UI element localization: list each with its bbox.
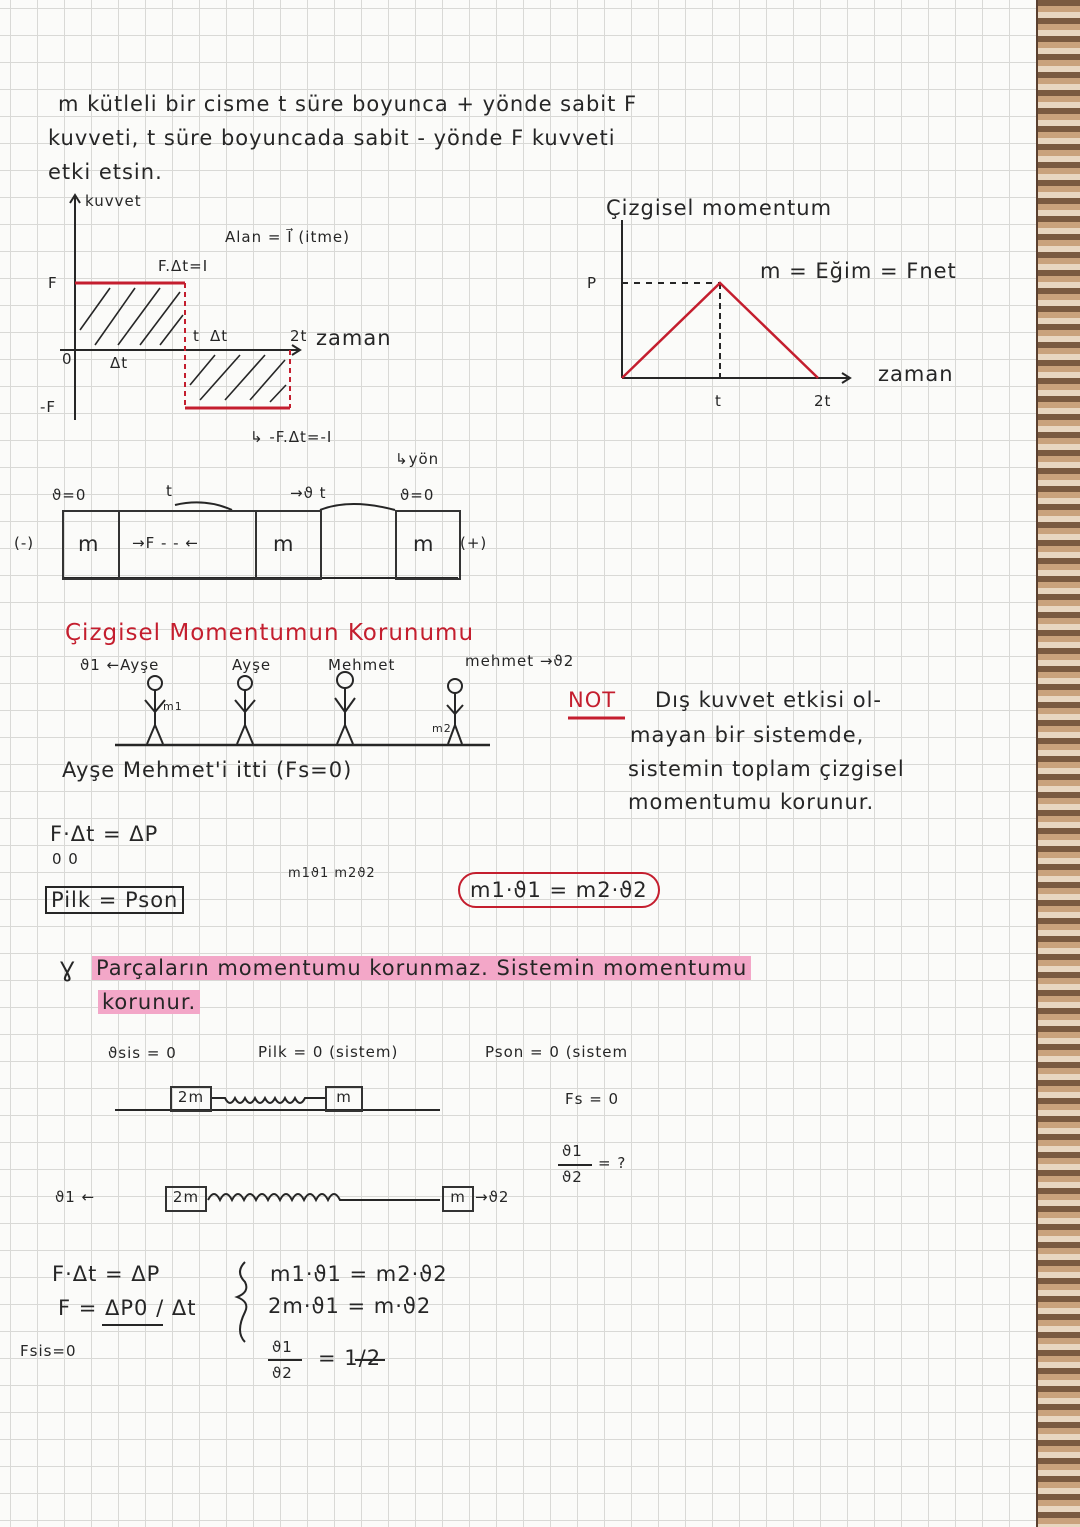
momentum-graph <box>622 220 850 383</box>
hatching <box>80 288 286 402</box>
note-line-4: momentumu korunur. <box>628 790 875 814</box>
solution-left-2: F = ΔP0 / Δt <box>58 1296 197 1320</box>
intro-line-1: m kütleli bir cisme t süre boyunca + yönde sabit F <box>58 92 638 116</box>
label-mehmet-v2: mehmet →ϑ2 <box>465 652 575 670</box>
ratio-denominator: ϑ2 <box>562 1168 583 1186</box>
force-x-label: zaman <box>316 326 392 350</box>
negative-direction: (-) <box>14 534 35 552</box>
external-force-zero: Fs = 0 <box>565 1090 620 1108</box>
force-segment <box>118 510 257 580</box>
solution-ratio-num: ϑ1 <box>272 1338 293 1356</box>
spring <box>210 1098 325 1103</box>
solution-right-2: 2m·ϑ1 = m·ϑ2 <box>268 1294 432 1318</box>
block-1 <box>62 510 120 580</box>
label-m2: m2 <box>432 722 452 735</box>
note-line-3: sistemin toplam çizgisel <box>628 757 905 781</box>
stick-figure-ayse <box>235 676 255 744</box>
ratio-question: = ? <box>598 1154 627 1172</box>
block-3 <box>395 510 461 580</box>
stick-figure-mehmet <box>335 672 355 744</box>
released-small-block: m <box>442 1186 474 1212</box>
solution-ratio-result: = 1/2 <box>318 1346 382 1370</box>
force-label: →F - - ← <box>132 534 199 552</box>
note-line-2: mayan bir sistemde, <box>630 723 865 747</box>
marker-icon: Ɣ <box>60 958 76 982</box>
released-big-block: 2m <box>165 1186 207 1212</box>
tick-0: 0 <box>62 350 73 368</box>
label-ayse: Ayşe <box>232 656 272 674</box>
direction-note: ↳yön <box>395 450 440 468</box>
release-right: →ϑ2 <box>475 1188 510 1206</box>
stick-figure-ayse-moving <box>145 676 165 744</box>
initial-momentum: Pilk = 0 (sistem) <box>258 1043 399 1061</box>
momentum-vectors: m1ϑ1 m2ϑ2 <box>288 866 376 881</box>
highlight-line-2: korunur. <box>98 990 200 1014</box>
v0-right: ϑ=0 <box>400 486 435 504</box>
v-mid: →ϑ t <box>290 484 327 502</box>
area-note: Alan = I⃗ (itme) <box>225 228 351 246</box>
conservation-equation-cloud: m1·ϑ1 = m2·ϑ2 <box>458 872 660 908</box>
momentum-tick-2t: 2t <box>814 392 832 410</box>
v0-left: ϑ=0 <box>52 486 87 504</box>
small-mass-block: m <box>325 1086 363 1112</box>
mass-label: m <box>273 532 295 556</box>
momentum-equality-box: Pilk = Pson <box>45 886 184 914</box>
note-line-1: Dış kuvvet etkisi ol- <box>655 688 882 712</box>
solution-left-3: Fsis=0 <box>20 1342 77 1360</box>
section-title: Çizgisel Momentumun Korunumu <box>65 620 475 646</box>
label-v1-ayse: ϑ1 ←Ayşe <box>80 656 160 674</box>
big-mass-block: 2m <box>170 1086 212 1112</box>
solution-ratio-den: ϑ2 <box>272 1364 293 1382</box>
note-label: NOT <box>568 688 617 712</box>
push-caption: Ayşe Mehmet'i itti (Fs=0) <box>62 758 353 782</box>
t-left: t <box>166 482 173 500</box>
momentum-tick-t: t <box>715 392 722 410</box>
intro-line-2: kuvveti, t süre boyuncada sabit - yönde F kuvveti <box>48 126 616 150</box>
ratio-numerator: ϑ1 <box>562 1142 583 1160</box>
zeros: 0 0 <box>52 850 79 868</box>
brace <box>237 1262 246 1342</box>
momentum-x-label: zaman <box>878 362 954 386</box>
final-momentum: Pson = 0 (sistem <box>485 1043 629 1061</box>
release-left: ϑ1 ← <box>55 1188 96 1206</box>
label-m1: m1 <box>163 700 183 713</box>
slope-note: m = Eğim = Fnet <box>760 259 957 283</box>
motion-arrow <box>175 502 232 510</box>
positive-impulse-label: F.Δt=I <box>158 257 209 275</box>
solution-right-1: m1·ϑ1 = m2·ϑ2 <box>270 1262 448 1286</box>
block-2 <box>255 510 322 580</box>
force-y-label: kuvvet <box>85 192 142 210</box>
tick-negF: -F <box>40 398 57 416</box>
solution-left-1: F·Δt = ΔP <box>52 1262 161 1286</box>
dt-below: Δt <box>110 354 129 372</box>
label-mehmet: Mehmet <box>328 656 396 674</box>
mass-label: m <box>413 532 435 556</box>
momentum-title: Çizgisel momentum <box>606 196 833 220</box>
dt-above: Δt <box>210 327 229 345</box>
impulse-equation: F·Δt = ΔP <box>50 822 159 846</box>
system-velocity: ϑsis = 0 <box>108 1044 177 1062</box>
tick-F: F <box>48 274 58 292</box>
tick-2t: 2t <box>290 327 308 345</box>
negative-impulse-label: ↳ -F.Δt=-I <box>250 428 333 446</box>
released-spring <box>208 1194 440 1200</box>
mass-label: m <box>78 532 100 556</box>
momentum-y-label: P <box>587 274 598 292</box>
tick-t: t <box>193 327 200 345</box>
positive-direction: (+) <box>460 534 488 552</box>
intro-line-3: etki etsin. <box>48 160 163 184</box>
highlight-line-1: Parçaların momentumu korunmaz. Sistemin momentumu <box>92 956 751 980</box>
